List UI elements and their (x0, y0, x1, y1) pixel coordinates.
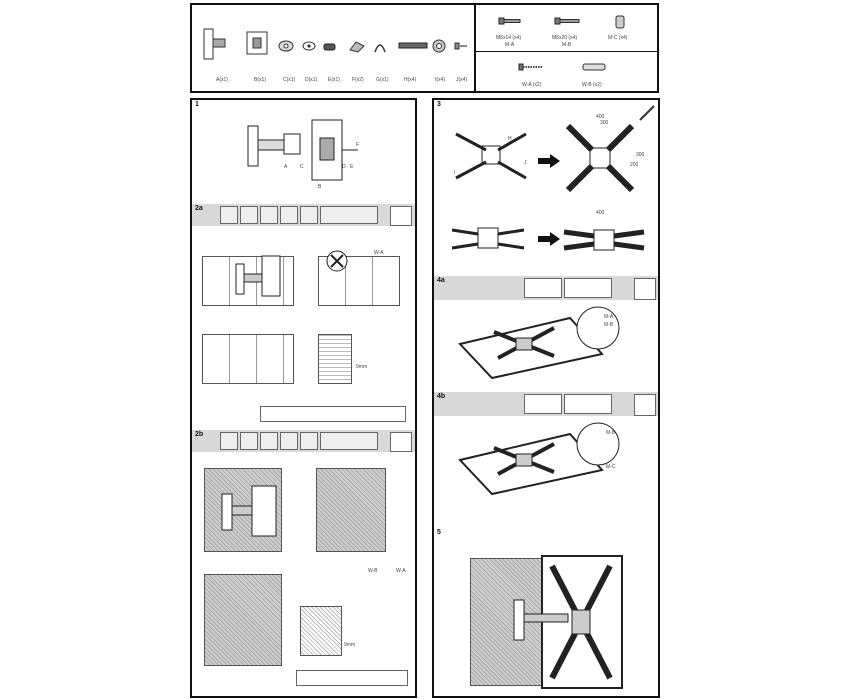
step-3-dim-300-sub: 300 (600, 120, 609, 126)
step-3-assembled-h-plate-diagram (562, 220, 646, 260)
left-column-panel (190, 98, 417, 698)
part-g-clamp-icon (372, 38, 388, 54)
step-1-number: 1 (195, 101, 199, 108)
step-4a-number: 4a (437, 277, 445, 284)
screw-m6x14-label: M6x14 (x4) (496, 35, 522, 41)
step-2a-wood-wall-drilled (202, 334, 294, 384)
wood-screw-w-a-icon (518, 63, 544, 71)
step-3-arrow-right-2-icon (538, 232, 560, 246)
step-1-label-a: A (284, 164, 288, 170)
step-4a-wrong-spacer-box (564, 278, 612, 298)
part-h-bolt-icon (398, 42, 428, 50)
step-2a-drill-depth-diagram (318, 334, 352, 384)
part-a-label: A(x1) (216, 77, 228, 83)
step-1-bracket-assembly-diagram (242, 114, 362, 194)
step-2b-concrete-wall-drilled (204, 574, 282, 666)
part-c-washer-icon (278, 39, 294, 53)
screw-m6x20-icon (554, 17, 580, 25)
step-2b-depth-label: 9mm (344, 642, 356, 648)
step-3-screwdriver-icon (638, 104, 656, 122)
step-4b-screwdriver-icon (634, 394, 656, 416)
step-2b-tool-1 (220, 432, 238, 450)
step-2b-tool-5 (300, 432, 318, 450)
step-2b-tool-2 (240, 432, 258, 450)
part-f-label: F(x2) (352, 77, 364, 83)
screw-m-a-code: M-A (505, 42, 515, 48)
step-1-label-e: E (350, 164, 354, 170)
step-2a-tool-4 (280, 206, 298, 224)
part-d-ring-icon (302, 40, 316, 52)
wall-anchor-w-b-icon (582, 63, 606, 71)
step-3-label-j: J (524, 160, 527, 166)
step-4b-wrong-spacer-box (564, 394, 612, 414)
step-2a-tool-3 (260, 206, 278, 224)
step-5-header (434, 528, 658, 538)
parts-divider-vertical (474, 5, 476, 91)
step-4a-zoom-circle (576, 306, 620, 350)
step-4b-label-m-b: M-B (606, 430, 616, 436)
step-4b-label-m-c: M-C (606, 464, 616, 470)
part-h-label: H(x4) (404, 77, 417, 83)
step-2b-header (192, 430, 415, 452)
spacer-m-c-icon (614, 15, 626, 29)
step-3-dim-300-side: 300 (636, 152, 645, 158)
step-2b-concrete-wall-anchors (316, 468, 386, 552)
step-2a-tool-drill (320, 206, 378, 224)
step-4a-correct-spacer-box (524, 278, 562, 298)
step-2a-number: 2a (195, 205, 203, 212)
step-2a-screwdriver-icon (390, 206, 412, 226)
step-4b-header (434, 392, 658, 416)
step-2a-tool-1 (220, 206, 238, 224)
spacer-m-c-label: M-C (x4) (608, 35, 628, 41)
step-3-dim-200-side: 200 (630, 162, 639, 168)
step-4a-label-m-b: M-B (604, 322, 614, 328)
step-2b-tool-3 (260, 432, 278, 450)
right-column-panel (432, 98, 660, 698)
wall-anchor-w-b-label: W-B (x2) (582, 82, 602, 88)
step-3-vesa-arms-large-diagram (446, 128, 536, 184)
parts-divider-horizontal (476, 51, 659, 52)
step-3-dim-400-bottom: 400 (596, 210, 605, 216)
step-2a-tool-2 (240, 206, 258, 224)
step-3-label-h: H (508, 136, 512, 142)
step-1-label-f: F (356, 142, 360, 148)
step-2b-bracket-on-concrete-diagram (218, 484, 278, 540)
step-4a-label-m-a: M-A (604, 314, 614, 320)
step-2a-footer-strip (260, 406, 406, 422)
step-1-header (192, 100, 415, 110)
step-2a-bracket-on-wood-diagram (232, 252, 282, 302)
step-3-dim-400-top: 400 (596, 114, 605, 120)
part-b-label: B(x1) (254, 77, 266, 83)
part-j-screw-icon (454, 42, 468, 50)
step-2b-label-w-b: W-B (368, 568, 378, 574)
part-d-label: D(x1) (305, 77, 318, 83)
part-i-spacer-icon (432, 39, 446, 53)
step-2a-depth-label: 9mm (356, 364, 368, 370)
step-1-label-c: C (300, 164, 304, 170)
step-1-label-d: D (342, 164, 346, 170)
step-2b-tool-4 (280, 432, 298, 450)
screw-m-b-code: M-B (562, 42, 572, 48)
screw-m6x14-icon (498, 17, 522, 25)
step-2a-tool-5 (300, 206, 318, 224)
step-2b-number: 2b (195, 431, 204, 438)
part-e-cap-icon (322, 41, 338, 53)
step-2b-screwdriver-icon (390, 432, 412, 452)
part-c-label: C(x1) (283, 77, 296, 83)
part-j-label: J(x4) (456, 77, 468, 83)
step-3-assembled-x-plate-diagram (562, 122, 638, 194)
step-3-number: 3 (437, 101, 441, 108)
step-2a-no-drywall-icon (326, 250, 348, 272)
step-5-number: 5 (437, 529, 441, 536)
step-3-label-i: I (454, 170, 456, 176)
part-e-label: E(x1) (328, 77, 340, 83)
screw-m6x20-label: M6x20 (x4) (552, 35, 578, 41)
step-4a-header (434, 276, 658, 300)
step-2b-tool-drill (320, 432, 378, 450)
step-2b-drill-depth-diagram (300, 606, 342, 656)
part-f-clip-icon (348, 38, 366, 54)
step-1-label-b: B (318, 184, 322, 190)
parts-list-panel (190, 3, 659, 93)
step-5-tv-hanging-diagram (504, 552, 624, 692)
step-2b-footer-strip (296, 670, 408, 686)
step-3-arrow-right-icon (538, 154, 560, 168)
step-2a-header (192, 204, 415, 226)
step-4b-correct-spacer-box (524, 394, 562, 414)
part-g-label: G(x1) (376, 77, 389, 83)
wood-screw-w-a-label: W-A (x2) (522, 82, 542, 88)
step-4b-zoom-circle (576, 422, 620, 466)
part-a-wall-plate-icon (202, 27, 228, 63)
step-4a-screwdriver-icon (634, 278, 656, 300)
part-i-label: I(x4) (435, 77, 445, 83)
part-b-vesa-plate-icon (244, 29, 270, 57)
step-4b-number: 4b (437, 393, 446, 400)
step-2a-label-w-a: W-A (374, 250, 384, 256)
step-3-vesa-arms-small-diagram (448, 218, 528, 260)
step-3-header (434, 100, 658, 110)
step-2b-label-w-a: W-A (396, 568, 406, 574)
